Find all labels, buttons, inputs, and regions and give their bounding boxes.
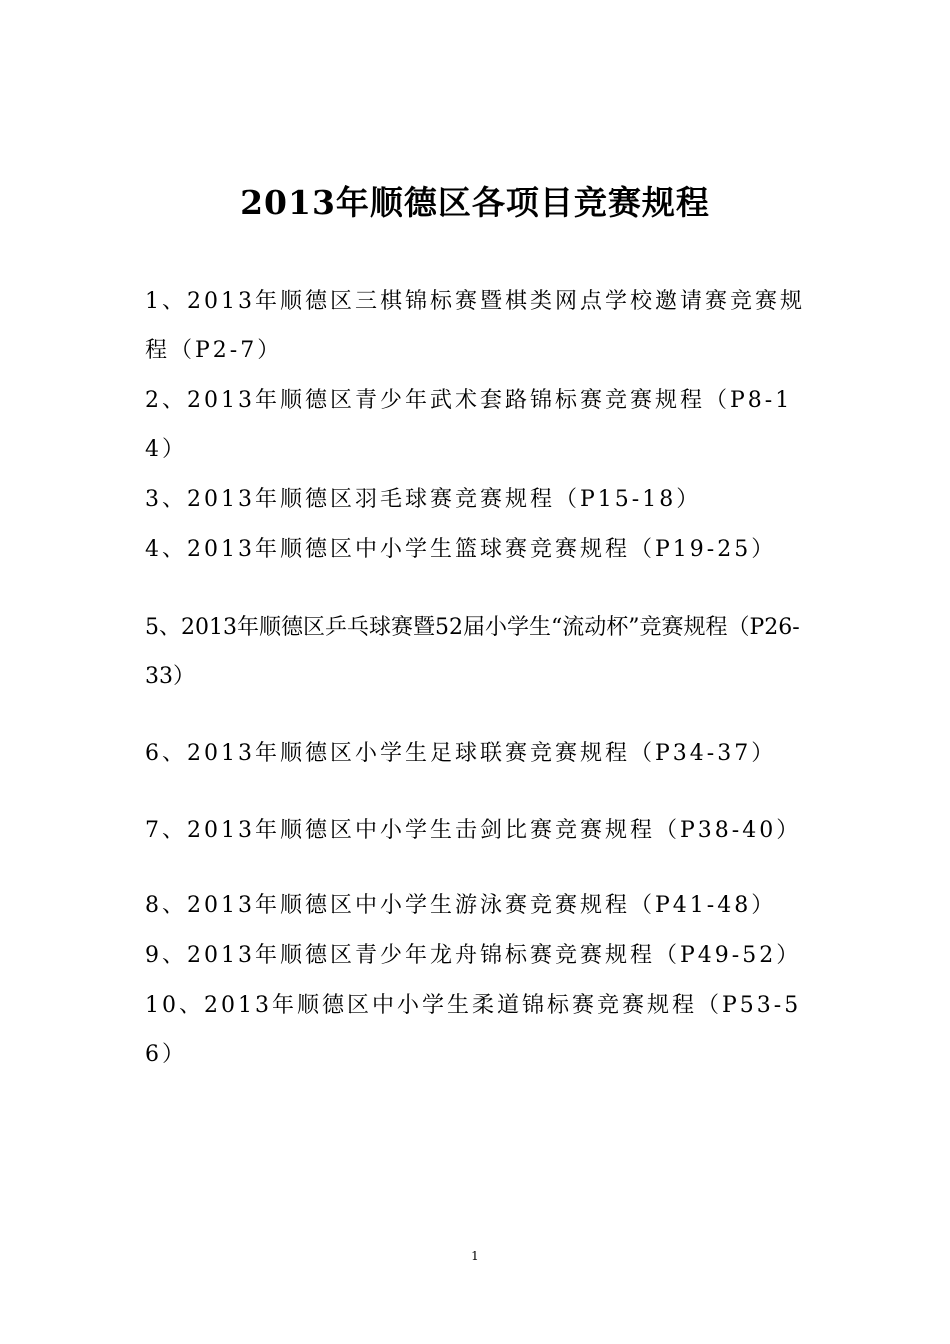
- toc-item-10: 10、2013年顺德区中小学生柔道锦标赛竞赛规程（P53-56）: [145, 993, 802, 1067]
- toc-item-8: 8、2013年顺德区中小学生游泳赛竞赛规程（P41-48）: [145, 893, 777, 918]
- toc-item-1: 1、2013年顺德区三棋锦标赛暨棋类网点学校邀请赛竞赛规程（P2-7）: [145, 289, 805, 363]
- page-title: 2013年顺德区各项目竞赛规程: [240, 183, 710, 222]
- toc-item-6: 6、2013年顺德区小学生足球联赛竞赛规程（P34-37）: [145, 741, 777, 766]
- toc-item-2: 2、2013年顺德区青少年武术套路锦标赛竞赛规程（P8-14）: [145, 388, 793, 462]
- toc-item-5: 5、2013年顺德区乒乓球赛暨52届小学生“流动杯”竞赛规程（P26-33）: [145, 615, 800, 689]
- toc-item-9: 9、2013年顺德区青少年龙舟锦标赛竞赛规程（P49-52）: [145, 943, 802, 968]
- toc-item-7: 7、2013年顺德区中小学生击剑比赛竞赛规程（P38-40）: [145, 818, 802, 843]
- page-number: 1: [471, 1249, 479, 1263]
- toc-item-3: 3、2013年顺德区羽毛球赛竞赛规程（P15-18）: [145, 487, 702, 512]
- toc-item-4: 4、2013年顺德区中小学生篮球赛竞赛规程（P19-25）: [145, 537, 777, 562]
